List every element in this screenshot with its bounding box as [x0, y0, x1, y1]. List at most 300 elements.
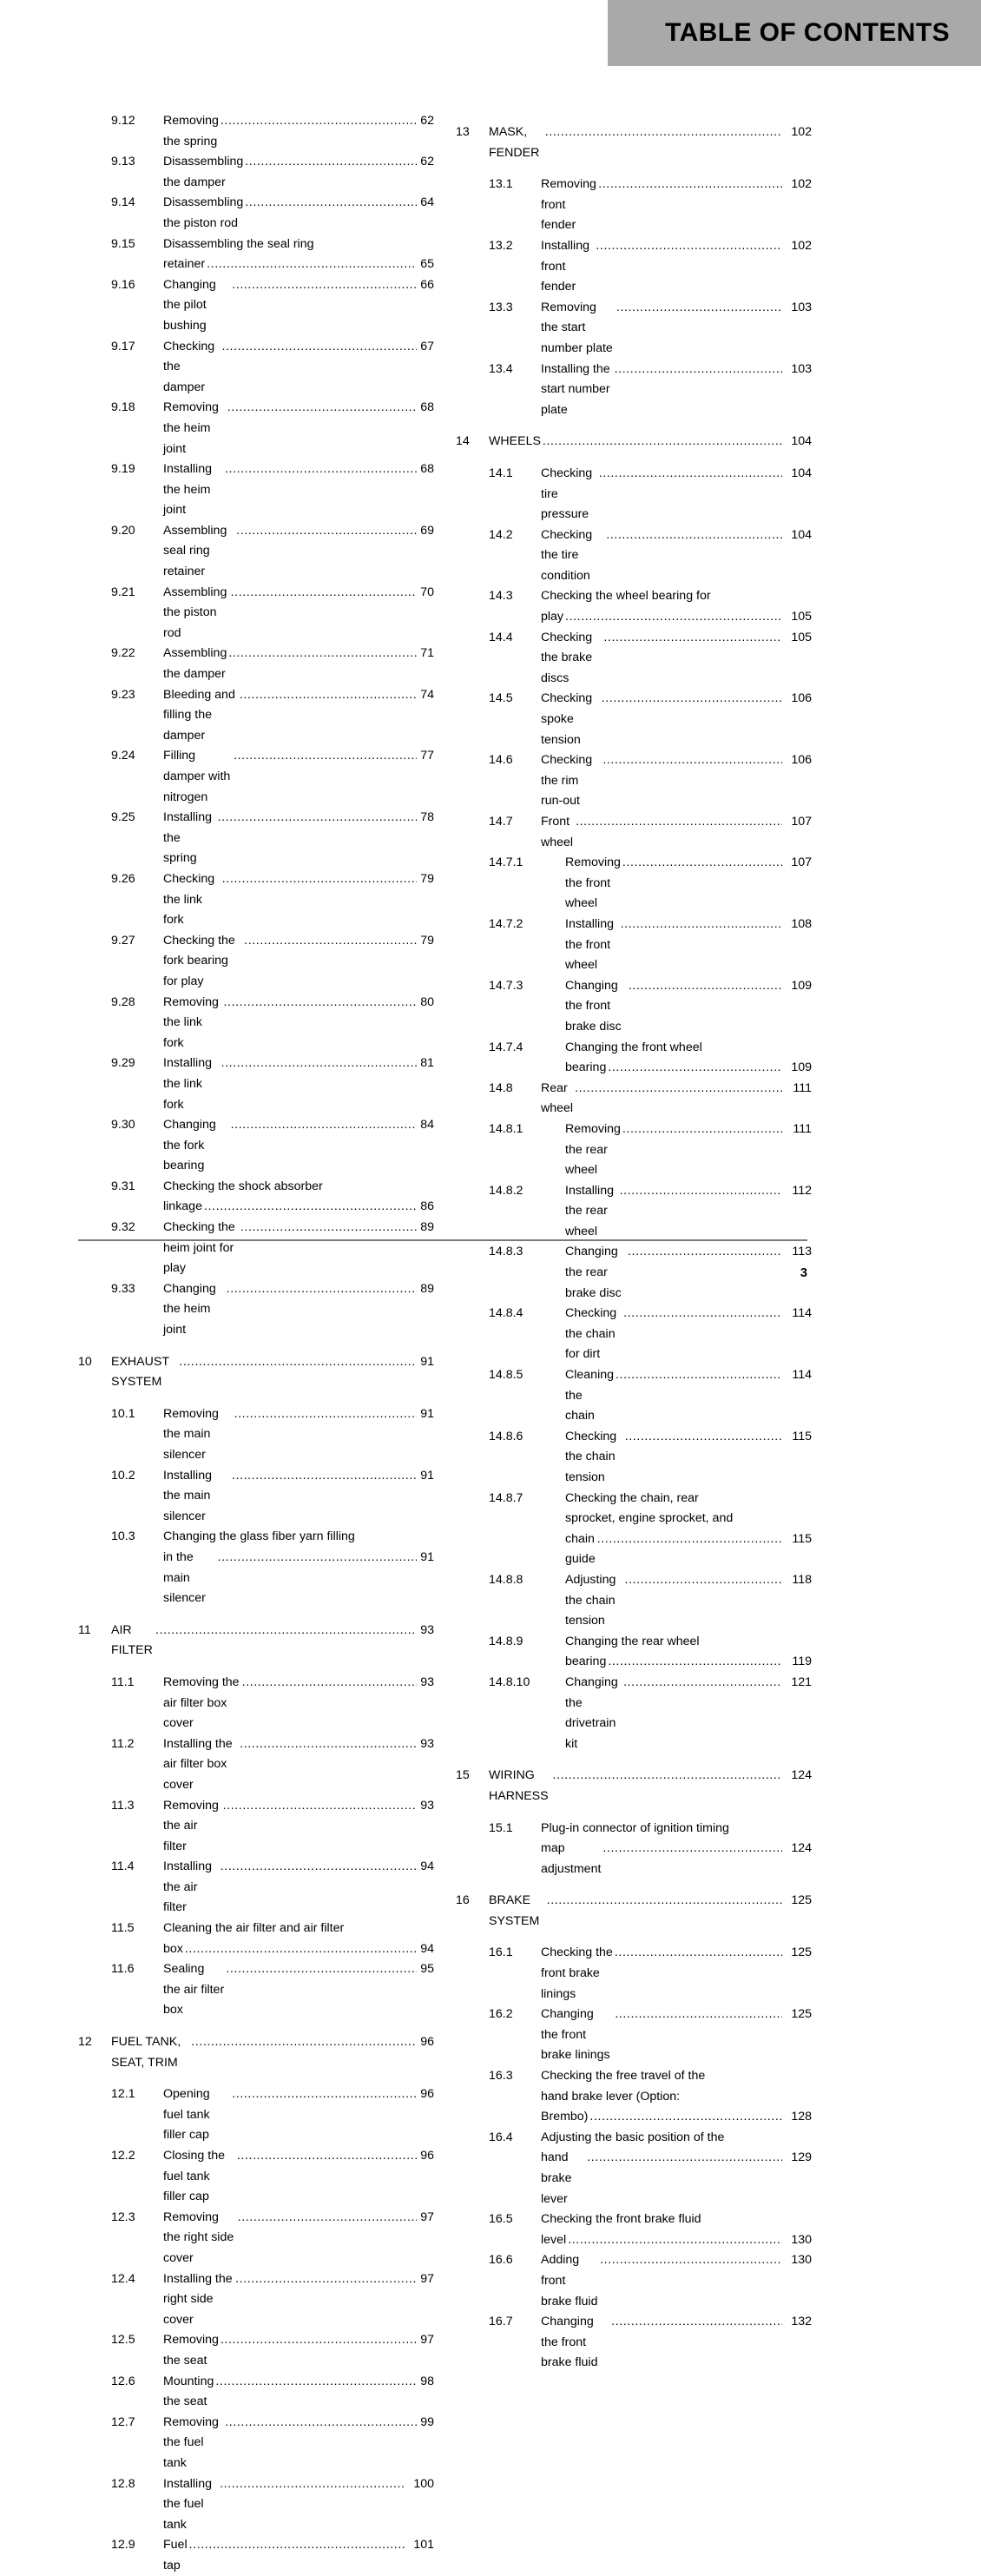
toc-entry[interactable] [456, 1079, 812, 1120]
toc-entry-label: Installing the rear wheel [565, 1183, 614, 1238]
toc-entry[interactable] [78, 2032, 434, 2073]
toc-leader-dots [240, 1218, 417, 1238]
toc-entry[interactable] [456, 236, 812, 298]
toc-entry-number: 9.33 [111, 1281, 135, 1296]
toc-entry[interactable] [78, 2474, 434, 2536]
toc-entry[interactable] [456, 628, 812, 690]
toc-entry[interactable] [78, 1734, 434, 1796]
toc-entry-label: Checking the chain tension [565, 1429, 617, 1484]
toc-entry-number: 16.3 [489, 2069, 513, 2084]
toc-entry-label: Changing the heim joint [163, 1281, 216, 1338]
toc-entry-line [163, 1177, 434, 1198]
toc-leader-dots [602, 750, 782, 771]
toc-leader-dots [234, 1404, 418, 1425]
toc-leader-dots [621, 915, 782, 935]
toc-entry-body [163, 2535, 434, 2576]
toc-entry-body [163, 2208, 434, 2269]
toc-entry-number: 12 [78, 2035, 92, 2050]
toc-entry-body [541, 2250, 812, 2312]
toc-entry-body [163, 275, 434, 337]
toc-entry-page: 64 [420, 195, 434, 210]
toc-entry-line [541, 812, 812, 853]
toc-entry-line [163, 152, 434, 193]
toc-entry-page: 71 [420, 646, 434, 661]
toc-entry[interactable] [78, 869, 434, 931]
toc-entry[interactable] [456, 1766, 812, 1807]
toc-entry-number: 10.1 [111, 1406, 135, 1421]
toc-entry[interactable] [78, 1621, 434, 1661]
toc-entry-label: Checking the chain for dirt [565, 1306, 617, 1362]
toc-entry[interactable] [78, 152, 434, 193]
toc-entry-label: Opening fuel tank filler cap [163, 2087, 210, 2143]
toc-entry-body [541, 2312, 812, 2374]
toc-entry-body [163, 1857, 434, 1919]
toc-entry-line [541, 2066, 812, 2087]
toc-entry-line [541, 236, 812, 298]
toc-entry-line [163, 1054, 434, 1115]
toc-entry[interactable] [456, 1304, 812, 1365]
toc-entry-page: 108 [791, 916, 812, 931]
toc-entry-number: 11.3 [111, 1798, 135, 1813]
toc-leader-dots [225, 459, 417, 480]
toc-leader-dots [623, 1304, 782, 1324]
toc-entry[interactable] [456, 1365, 812, 1427]
toc-leader-dots [207, 254, 417, 275]
toc-entry[interactable] [78, 1919, 434, 1959]
toc-entry-body [163, 1959, 434, 2021]
toc-entry-label: Removing front fender [541, 177, 596, 233]
toc-entry-page: 96 [420, 2087, 434, 2102]
toc-entry-number: 10.2 [111, 1468, 135, 1483]
toc-entry-body [163, 2474, 434, 2536]
toc-entry[interactable] [456, 2005, 812, 2066]
toc-entry-body [541, 812, 812, 853]
toc-entry-number: 16.6 [489, 2253, 513, 2268]
toc-entry-page: 98 [420, 2374, 434, 2388]
toc-entry-number: 9.12 [111, 114, 135, 128]
toc-entry[interactable] [78, 1054, 434, 1115]
toc-entry-label: bearing [565, 1060, 607, 1075]
toc-entry[interactable] [78, 931, 434, 993]
toc-entry[interactable] [78, 583, 434, 644]
toc-entry[interactable] [78, 685, 434, 747]
toc-leader-dots [599, 464, 782, 485]
toc-entry-label: Checking the shock absorber [163, 1179, 323, 1193]
toc-entry-body [163, 931, 434, 993]
toc-entry-body [163, 746, 434, 808]
toc-entry-body [489, 1766, 812, 1807]
toc-leader-dots [615, 2005, 782, 2025]
toc-entry[interactable] [78, 2208, 434, 2269]
toc-entry[interactable] [456, 298, 812, 360]
toc-entry-label: Closing the fuel tank filler cap [163, 2149, 225, 2204]
toc-entry[interactable] [456, 122, 812, 163]
toc-entry-body [489, 122, 812, 163]
toc-entry[interactable] [78, 1673, 434, 1734]
toc-entry-label: Checking the wheel bearing for [541, 589, 711, 604]
toc-entry-label: Removing the spring [163, 114, 219, 149]
toc-entry-number: 14 [456, 434, 470, 449]
toc-leader-dots [185, 1939, 417, 1960]
toc-entry[interactable] [456, 432, 812, 452]
toc-leader-dots [218, 1548, 418, 1569]
toc-entry[interactable] [456, 689, 812, 750]
toc-leader-dots [568, 2230, 782, 2251]
toc-leader-dots [598, 175, 782, 195]
toc-entry-body [541, 2128, 812, 2209]
toc-entry-number: 16.2 [489, 2007, 513, 2022]
toc-entry-line [565, 1120, 812, 1181]
toc-entry[interactable] [456, 853, 812, 915]
toc-entry-label: Changing the front brake linings [541, 2007, 610, 2063]
toc-entry[interactable] [78, 1352, 434, 1393]
toc-entry-number: 14.5 [489, 691, 513, 706]
toc-entry-line [111, 1352, 434, 1393]
toc-entry-label: Adjusting the basic position of the [541, 2130, 725, 2144]
toc-entry-body [565, 1673, 812, 1754]
toc-entry-line [565, 915, 812, 976]
toc-entry[interactable] [78, 2146, 434, 2208]
toc-entry-label: Assembling the piston rod [163, 585, 227, 640]
toc-entry[interactable] [78, 1177, 434, 1218]
toc-entry-label: Removing the link fork [163, 994, 219, 1050]
toc-entry-body [163, 1527, 434, 1608]
toc-entry-number: 9.30 [111, 1118, 135, 1133]
toc-entry-page: 86 [420, 1199, 434, 1214]
toc-entry-body [541, 360, 812, 421]
toc-entry[interactable] [78, 1959, 434, 2021]
toc-entry-body [163, 1919, 434, 1959]
toc-entry-body [163, 869, 434, 931]
toc-entry-body [541, 2209, 812, 2250]
toc-leader-dots [244, 931, 417, 952]
toc-leader-dots [221, 1857, 418, 1878]
toc-entry-number: 9.31 [111, 1179, 135, 1193]
toc-entry-line [565, 1570, 812, 1632]
toc-entry-page: 112 [792, 1183, 812, 1198]
toc-entry-label: Changing the front brake fluid [541, 2315, 598, 2370]
toc-entry-page: 125 [791, 1945, 812, 1960]
toc-leader-dots [576, 812, 782, 833]
toc-entry-number: 10 [78, 1354, 92, 1369]
toc-entry-page: 104 [791, 434, 812, 449]
toc-entry-label: Changing the pilot bushing [163, 277, 216, 333]
toc-entry[interactable] [78, 2084, 434, 2146]
toc-leader-dots [228, 644, 417, 664]
toc-entry-line [163, 644, 434, 684]
toc-entry-label: chain guide [565, 1531, 596, 1567]
toc-entry-page: 113 [792, 1245, 812, 1259]
toc-entry-line [565, 1427, 812, 1489]
toc-entry[interactable] [78, 1404, 434, 1466]
toc-entry-body [489, 1891, 812, 1932]
toc-entry-page: 115 [792, 1429, 812, 1443]
toc-entry[interactable] [456, 915, 812, 976]
toc-leader-dots [600, 2250, 782, 2271]
toc-entry-line [163, 521, 434, 583]
toc-entry[interactable] [78, 746, 434, 808]
toc-entry[interactable] [78, 993, 434, 1054]
toc-entry-page: 74 [420, 687, 434, 702]
toc-entry[interactable] [456, 1570, 812, 1632]
toc-entry-label: Removing the heim joint [163, 400, 219, 456]
toc-entry[interactable] [456, 812, 812, 853]
toc-entry[interactable] [78, 275, 434, 337]
toc-entry[interactable] [456, 1819, 812, 1880]
toc-entry-line [163, 459, 434, 521]
toc-entry-line [163, 685, 434, 747]
toc-entry[interactable] [456, 1891, 812, 1932]
toc-entry[interactable] [78, 2413, 434, 2474]
toc-entry[interactable] [78, 398, 434, 459]
toc-entry-label: Changing the rear wheel [565, 1634, 700, 1648]
toc-entry[interactable] [456, 2209, 812, 2250]
toc-entry-label: in the main silencer [163, 1549, 206, 1606]
toc-entry[interactable] [456, 1943, 812, 2005]
toc-entry[interactable] [456, 1181, 812, 1243]
toc-entry[interactable] [78, 2269, 434, 2331]
toc-entry[interactable] [78, 193, 434, 234]
toc-entry-label: Installing the right side cover [163, 2271, 233, 2327]
toc-entry-line [541, 2107, 812, 2128]
toc-entry-line [163, 931, 434, 993]
header-banner [608, 0, 981, 66]
toc-entry[interactable] [456, 464, 812, 525]
toc-entry-number: 14.8.5 [489, 1368, 523, 1383]
toc-entry[interactable] [78, 1857, 434, 1919]
toc-entry[interactable] [78, 234, 434, 275]
toc-entry-page: 78 [420, 810, 434, 825]
toc-entry-label: Checking the damper [163, 339, 215, 394]
toc-entry-number: 11.1 [111, 1674, 135, 1689]
toc-leader-dots [622, 853, 782, 874]
toc-entry[interactable] [456, 976, 812, 1038]
toc-entry-label: map adjustment [541, 1841, 602, 1876]
toc-entry[interactable] [456, 1632, 812, 1673]
toc-entry-label: Checking the heim joint for play [163, 1220, 235, 1276]
toc-entry-number: 14.7.1 [489, 855, 523, 870]
toc-entry-number: 16.7 [489, 2315, 513, 2329]
toc-entry-line [163, 1548, 434, 1609]
toc-entry-label: Removing the rear wheel [565, 1121, 621, 1178]
toc-entry-line [163, 398, 434, 459]
toc-entry[interactable] [78, 2535, 434, 2576]
toc-entry-body [163, 1734, 434, 1796]
toc-entry-page: 132 [791, 2315, 812, 2329]
toc-leader-dots [622, 1120, 782, 1140]
toc-entry-number: 14.7 [489, 815, 513, 829]
toc-entry-number: 16.4 [489, 2130, 513, 2144]
toc-entry[interactable] [78, 1796, 434, 1858]
toc-entry-number: 9.24 [111, 749, 135, 763]
toc-entry-number: 11 [78, 1622, 91, 1637]
toc-entry[interactable] [78, 808, 434, 869]
toc-entry[interactable] [456, 1120, 812, 1181]
toc-entry-number: 9.16 [111, 277, 135, 292]
toc-entry[interactable] [78, 1527, 434, 1608]
toc-entry[interactable] [78, 337, 434, 399]
toc-entry-label: Disassembling the damper [163, 155, 244, 189]
toc-entry-line [163, 2146, 434, 2208]
toc-entry[interactable] [456, 1427, 812, 1489]
toc-entry-body [163, 1673, 434, 1734]
toc-entry-page: 128 [791, 2110, 812, 2124]
toc-entry-line [163, 746, 434, 808]
toc-entry-body [111, 1352, 434, 1393]
toc-entry-number: 12.3 [111, 2209, 135, 2224]
toc-entry[interactable] [78, 1279, 434, 1341]
toc-entry-number: 14.7.4 [489, 1040, 523, 1054]
toc-entry-body [111, 1621, 434, 1661]
page-title: TABLE OF CONTENTS [665, 18, 950, 47]
toc-entry-line [565, 1489, 812, 1509]
toc-entry-page: 93 [420, 1736, 434, 1751]
toc-entry[interactable] [456, 1489, 812, 1570]
toc-entry[interactable] [78, 459, 434, 521]
toc-entry-body [163, 1218, 434, 1279]
toc-entry-body [163, 1177, 434, 1218]
toc-entry-line [163, 1279, 434, 1341]
toc-entry-number: 12.1 [111, 2087, 135, 2102]
toc-entry-label: Removing the air filter box cover [163, 1674, 240, 1731]
toc-entry-label: Rear wheel [541, 1080, 574, 1116]
toc-entry[interactable] [456, 2128, 812, 2209]
toc-entry-page: 95 [420, 1962, 434, 1977]
toc-entry[interactable] [78, 1466, 434, 1528]
toc-entry[interactable] [456, 175, 812, 236]
toc-leader-dots [189, 2535, 405, 2556]
toc-entry-line [565, 1509, 812, 1529]
toc-entry[interactable] [456, 750, 812, 812]
toc-entry-body [541, 2066, 812, 2128]
toc-entry-page: 106 [791, 691, 812, 706]
toc-entry-number: 12.6 [111, 2374, 135, 2388]
toc-entry-label: play [541, 610, 564, 624]
toc-leader-dots [221, 111, 417, 132]
toc-entry-label: BRAKE SYSTEM [489, 1893, 540, 1928]
toc-entry[interactable] [456, 2312, 812, 2374]
toc-entry-number: 9.19 [111, 462, 135, 477]
toc-entry-page: 130 [791, 2232, 812, 2247]
toc-entry[interactable] [78, 521, 434, 583]
toc-entry-page: 101 [413, 2538, 434, 2553]
toc-entry-body [565, 1427, 812, 1489]
toc-entry[interactable] [456, 525, 812, 587]
toc-entry-line [163, 2330, 434, 2371]
toc-entry-label: Installing the air filter box cover [163, 1736, 233, 1792]
toc-entry-body [541, 525, 812, 587]
toc-entry-line [163, 111, 434, 152]
toc-entry-number: 13.1 [489, 177, 513, 192]
toc-entry-label: Installing the spring [163, 810, 212, 866]
toc-leader-dots [221, 2330, 417, 2351]
toc-entry-line [541, 628, 812, 690]
toc-entry-label: Fuel tap [163, 2538, 188, 2573]
toc-leader-dots [191, 2032, 417, 2053]
toc-entry[interactable] [78, 2330, 434, 2371]
toc-entry-page: 89 [420, 1281, 434, 1296]
toc-entry-body [163, 2269, 434, 2331]
toc-entry-page: 104 [791, 466, 812, 480]
toc-entry-line [541, 1943, 812, 2005]
toc-entry[interactable] [456, 1673, 812, 1754]
toc-entry-body [163, 459, 434, 521]
toc-entry-body [541, 586, 812, 627]
toc-entry-page: 96 [420, 2035, 434, 2050]
toc-entry[interactable] [78, 1115, 434, 1177]
toc-entry-page: 62 [420, 155, 434, 169]
toc-entry-number: 9.23 [111, 687, 135, 702]
toc-entry-body [163, 521, 434, 583]
toc-entry-number: 9.14 [111, 195, 135, 210]
toc-entry-line [565, 1632, 812, 1653]
toc-entry-number: 13 [456, 125, 470, 139]
toc-entry-label: Installing the main silencer [163, 1468, 212, 1523]
toc-entry-page: 67 [420, 339, 434, 353]
toc-entry-line [565, 1304, 812, 1365]
toc-entry-page: 65 [420, 257, 434, 272]
toc-leader-dots [615, 360, 782, 380]
toc-entry[interactable] [456, 360, 812, 421]
toc-entry-body [565, 1570, 812, 1632]
toc-entry-body [163, 1796, 434, 1858]
table-of-contents [78, 111, 812, 2576]
toc-leader-dots [606, 525, 782, 546]
toc-entry-line [163, 2372, 434, 2413]
toc-entry-line [163, 1734, 434, 1796]
toc-entry-line [163, 1857, 434, 1919]
toc-entry[interactable] [78, 2372, 434, 2413]
toc-entry-body [565, 976, 812, 1038]
toc-entry-number: 16 [456, 1893, 470, 1908]
toc-entry-line [565, 1652, 812, 1673]
toc-entry-body [565, 1365, 812, 1427]
toc-entry-body [541, 1079, 812, 1120]
toc-leader-dots [565, 607, 782, 628]
toc-entry-label: Checking the chain, rear [565, 1490, 699, 1505]
toc-entry[interactable] [456, 2066, 812, 2128]
toc-entry-line [541, 2312, 812, 2374]
toc-entry-line [489, 122, 812, 163]
toc-entry-label: Removing the fuel tank [163, 2414, 219, 2470]
toc-entry-line [565, 1038, 812, 1059]
toc-entry[interactable] [78, 644, 434, 684]
toc-leader-dots [240, 685, 417, 706]
toc-entry[interactable] [456, 1038, 812, 1079]
toc-entry-page: 102 [791, 238, 812, 253]
toc-entry-body [163, 993, 434, 1054]
toc-entry-page: 109 [791, 1060, 812, 1075]
toc-entry[interactable] [456, 586, 812, 627]
toc-entry-number: 15.1 [489, 1820, 513, 1835]
toc-entry-line [541, 2148, 812, 2209]
toc-leader-dots [215, 2372, 417, 2393]
toc-entry-page: 70 [420, 585, 434, 599]
toc-entry-line [541, 464, 812, 525]
toc-entry-label: Installing the heim joint [163, 462, 212, 518]
toc-entry[interactable] [456, 2250, 812, 2312]
toc-leader-dots [240, 1734, 417, 1755]
toc-entry-label: Installing front fender [541, 238, 589, 294]
toc-entry-line [541, 298, 812, 360]
toc-leader-dots [221, 337, 417, 358]
toc-entry-line [163, 993, 434, 1054]
toc-entry-body [163, 644, 434, 684]
toc-entry[interactable] [78, 111, 434, 152]
toc-entry-line [163, 1673, 434, 1734]
toc-entry[interactable] [78, 1218, 434, 1279]
toc-entry-line [163, 1466, 434, 1528]
